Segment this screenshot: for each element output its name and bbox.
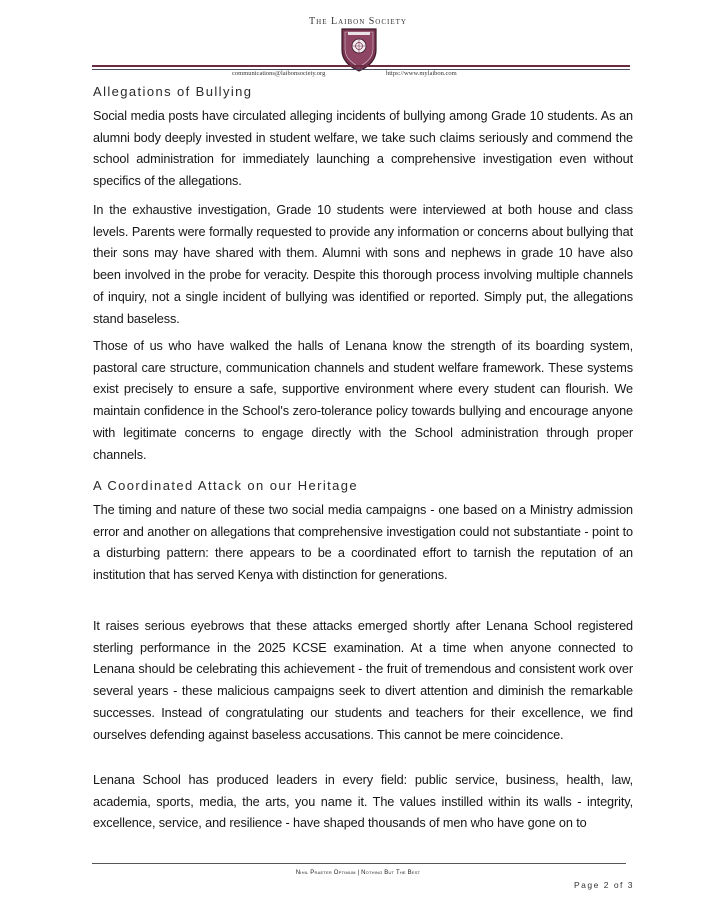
email-link[interactable]: communications@laibonsociety.org — [232, 70, 326, 77]
section-heading-bullying: Allegations of Bullying — [93, 84, 253, 99]
paragraph: Those of us who have walked the halls of Lenana know the strength of its boarding system, pastoral care structure, communication channels and student welfare framework. These systems exist precisely to ensure a safe, supportive environment where every student can flourish. We maintain confidence in the School's zero-tolerance policy towards bullying and encourage anyone with legitimate concerns to engage directly with the School administration through proper channels. — [93, 339, 633, 462]
page-number: Page 2 of 3 — [574, 880, 634, 890]
section-heading-coordinated-attack: A Coordinated Attack on our Heritage — [93, 478, 359, 493]
paragraph: The timing and nature of these two social media campaigns - one based on a Ministry admission error and another on allegations that comprehensive investigation could not substantiate - point to a disturbing pattern: there appears to be a coordinated effort to tarnish the reputation of an institution that has served Kenya with distinction for generations. — [93, 503, 633, 583]
paragraph: It raises serious eyebrows that these attacks emerged shortly after Lenana School registered sterling performance in the 2025 KCSE examination. At a time when anyone connected to Lenana should be celebrating this achievement - the fruit of tremendous and consistent work over several years - these malicious campaigns seek to divert attention and diminish the remarkable successes. Instead of congratulating our students and teachers for their excellence, we find ourselves defending against baseless accusations. This cannot be mere coincidence. — [93, 619, 633, 742]
paragraph: Social media posts have circulated alleging incidents of bullying among Grade 10 students. As an alumni body deeply invested in student welfare, we take such claims seriously and commend the school administration for immediately launching a comprehensive investigation even without specifics of the allegations. — [93, 109, 633, 189]
footer-rule — [92, 863, 626, 864]
website-link[interactable]: https://www.mylaibon.com — [386, 70, 457, 77]
header-rule-maroon — [92, 65, 630, 67]
header-rule-slate — [92, 69, 630, 70]
paragraph: In the exhaustive investigation, Grade 10 students were interviewed at both house and class levels. Parents were formally requested to provide any information or concerns about bullying that their sons may have shared with them. Alumni with sons and nephews in grade 10 have also been involved in the probe for veracity. Despite this thorough process involving multiple channels of inquiry, not a single incident of bullying was identified or reported. Simply put, the allegations stand baseless. — [93, 203, 633, 326]
paragraph: Lenana School has produced leaders in every field: public service, business, health, law, academia, sports, media, the arts, you name it. The values instilled within its walls - integrity, excellence, service, and resilience - have shaped thousands of men who have gone on to — [93, 773, 633, 831]
footer-motto: Nihil Praeter Optimum | Nothing But The Best — [295, 870, 421, 876]
org-name: The Laibon Society — [309, 16, 407, 27]
